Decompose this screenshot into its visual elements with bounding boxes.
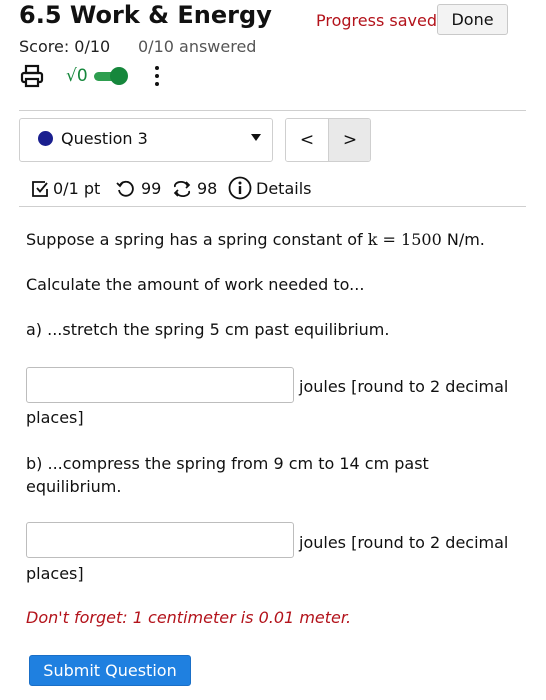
spring-constant-unit: N/m. <box>441 230 485 249</box>
page-title: 6.5 Work & Energy <box>19 1 272 29</box>
retry-icon <box>115 178 137 200</box>
question-nav <box>285 118 371 162</box>
part-a-unit-text-cont: places] <box>26 408 84 427</box>
spring-constant-math: k = 1500 <box>367 230 442 249</box>
next-question-button[interactable]: > <box>328 119 371 161</box>
reminder-note: Don't forget: 1 centimeter is 0.01 meter. <box>26 608 352 627</box>
prev-question-button[interactable]: < <box>286 119 328 161</box>
toggle-switch[interactable] <box>94 67 128 85</box>
question-intro <box>26 229 485 251</box>
question-select-label: Question 3 <box>61 129 148 148</box>
print-icon[interactable] <box>19 63 45 89</box>
part-b-unit-text-cont: places] <box>26 564 84 583</box>
part-a-unit-text: joules [round to 2 decimal <box>299 377 509 396</box>
score-text: Score: 0/10 <box>19 37 111 56</box>
part-b-text-cont: equilibrium. <box>26 477 122 496</box>
attempts-count: 98 <box>197 179 218 198</box>
progress-status: Progress saved <box>316 11 437 30</box>
checkbox-icon <box>30 178 50 200</box>
divider <box>19 110 526 111</box>
attempts-icon <box>171 178 193 200</box>
info-icon[interactable] <box>228 175 252 201</box>
question-status-dot <box>38 131 53 146</box>
part-b-answer-input[interactable] <box>26 522 294 558</box>
divider <box>19 206 526 207</box>
part-a-text: a) ...stretch the spring 5 cm past equilibrium. <box>26 320 390 339</box>
details-link[interactable]: Details <box>256 179 312 198</box>
done-button[interactable]: Done <box>437 4 508 35</box>
part-b-text: b) ...compress the spring from 9 cm to 14 cm past <box>26 454 429 473</box>
math-toggle-label: √0 <box>66 66 88 86</box>
submit-question-button[interactable]: Submit Question <box>29 655 191 686</box>
question-intro-text: Suppose a spring has a spring constant of <box>26 230 368 249</box>
part-a-answer-input[interactable] <box>26 367 294 403</box>
retries-count: 99 <box>141 179 162 198</box>
part-b-unit-text: joules [round to 2 decimal <box>299 533 509 552</box>
kebab-menu-icon[interactable] <box>153 63 161 89</box>
caret-down-icon <box>251 134 261 141</box>
question-instruction: Calculate the amount of work needed to... <box>26 275 365 294</box>
answered-count: 0/10 answered <box>138 37 257 56</box>
points-text: 0/1 pt <box>53 179 101 198</box>
